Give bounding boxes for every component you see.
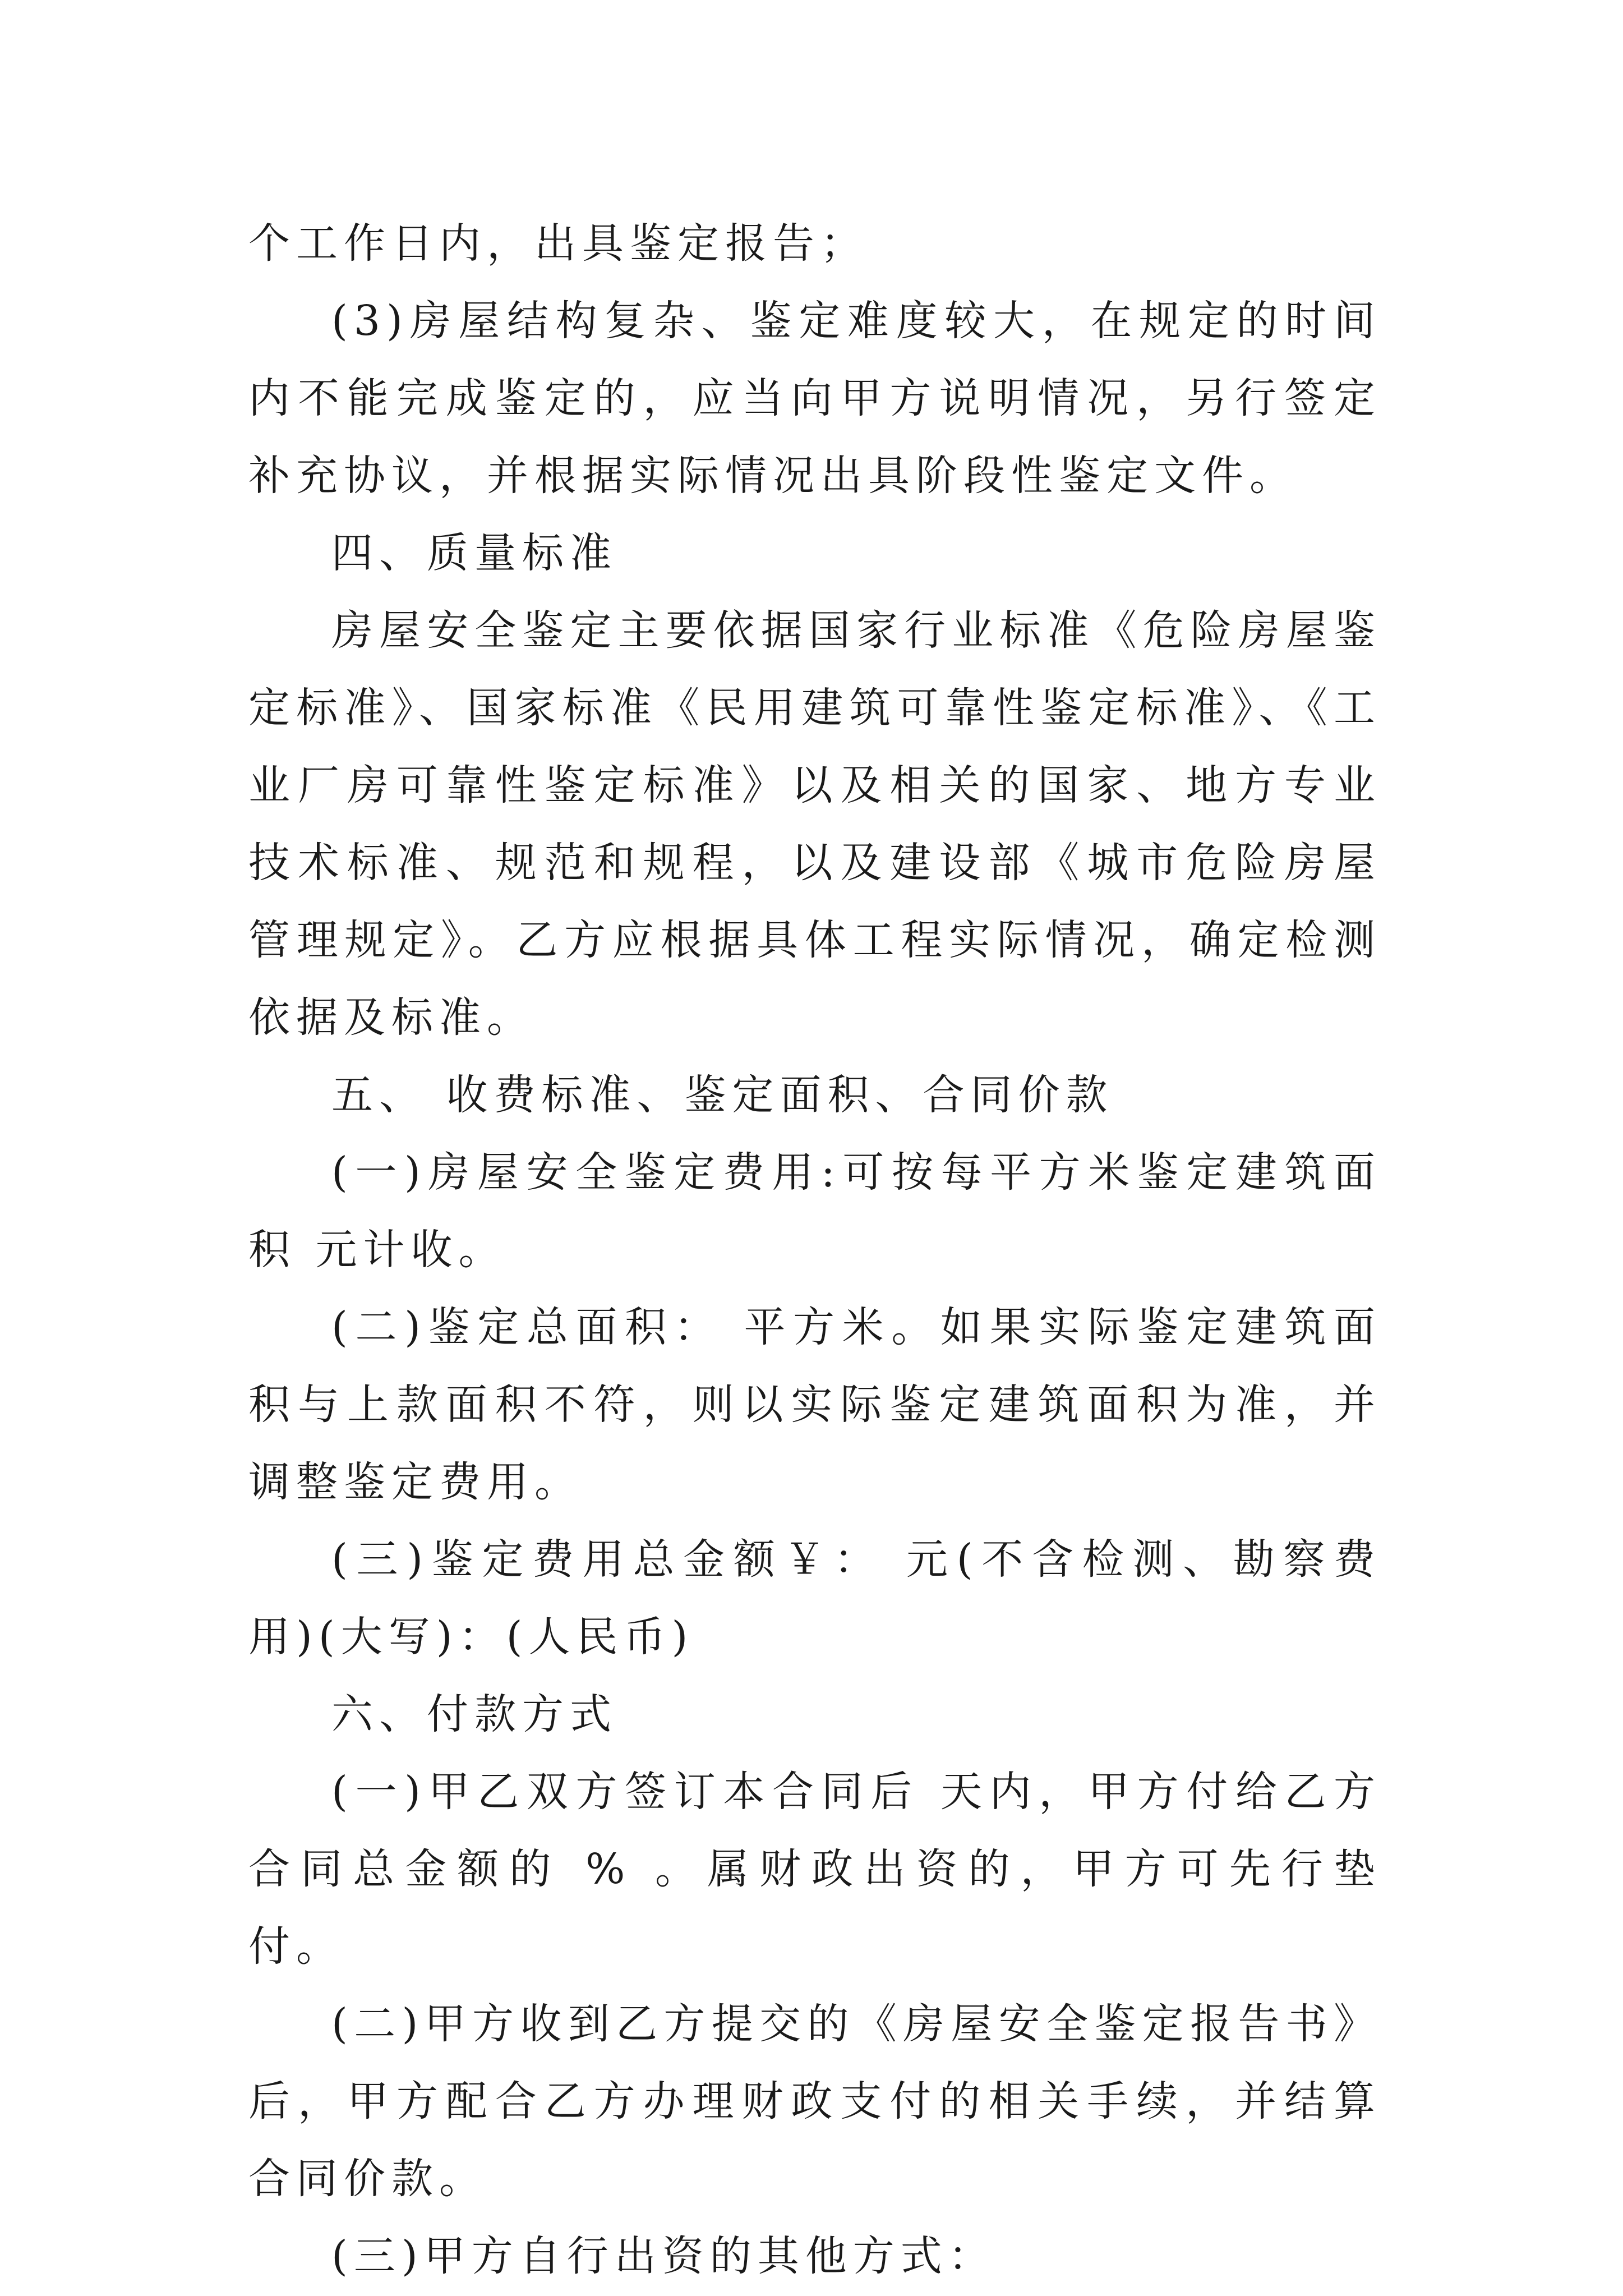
section-heading-fees: 五、 收费标准、鉴定面积、合同价款 <box>331 1071 1114 1119</box>
paragraph-6: (一)房屋安全鉴定费用:可按每平方米鉴定建筑面积 元计收。 <box>248 1148 1381 1274</box>
section-heading-quality: 四、质量标准 <box>331 529 617 577</box>
paragraph-4: 房屋安全鉴定主要依据国家行业标准《危险房屋鉴定标准》、国家标准《民用建筑可靠性鉴定标准》、《工业厂房可靠性鉴定标准》以及相关的国家、地方专业技术标准、规范和规程，以及建设部《城市危险房屋管理规定》。乙方应根据具体工程实际情况，确定检测依据及标准。 <box>248 606 1381 1042</box>
document-body <box>248 205 1381 2295</box>
section-heading-payment: 六、付款方式 <box>331 1690 617 1738</box>
paragraph-11: (二)甲方收到乙方提交的《房屋安全鉴定报告书》后，甲方配合乙方办理财政支付的相关手续，并结算合同价款。 <box>248 2000 1381 2203</box>
paragraph-12: (三)甲方自行出资的其他方式： <box>331 2232 996 2280</box>
paragraph-7: (二)鉴定总面积： 平方米。如果实际鉴定建筑面积与上款面积不符，则以实际鉴定建筑面积为准，并调整鉴定费用。 <box>248 1303 1381 1506</box>
paragraph-2: (3)房屋结构复杂、鉴定难度较大，在规定的时间内不能完成鉴定的，应当向甲方说明情况，另行签定补充协议，并根据实际情况出具阶段性鉴定文件。 <box>248 297 1381 500</box>
paragraph-10: (一)甲乙双方签订本合同后 天内，甲方付给乙方合同总金额的 % 。属财政出资的，甲方可先行垫付。 <box>248 1768 1381 1971</box>
paragraph-8: (三)鉴定费用总金额￥： 元(不含检测、勘察费用)(大写)：(人民币) <box>248 1535 1381 1661</box>
paragraph-1: 个工作日内，出具鉴定报告； <box>248 219 868 268</box>
